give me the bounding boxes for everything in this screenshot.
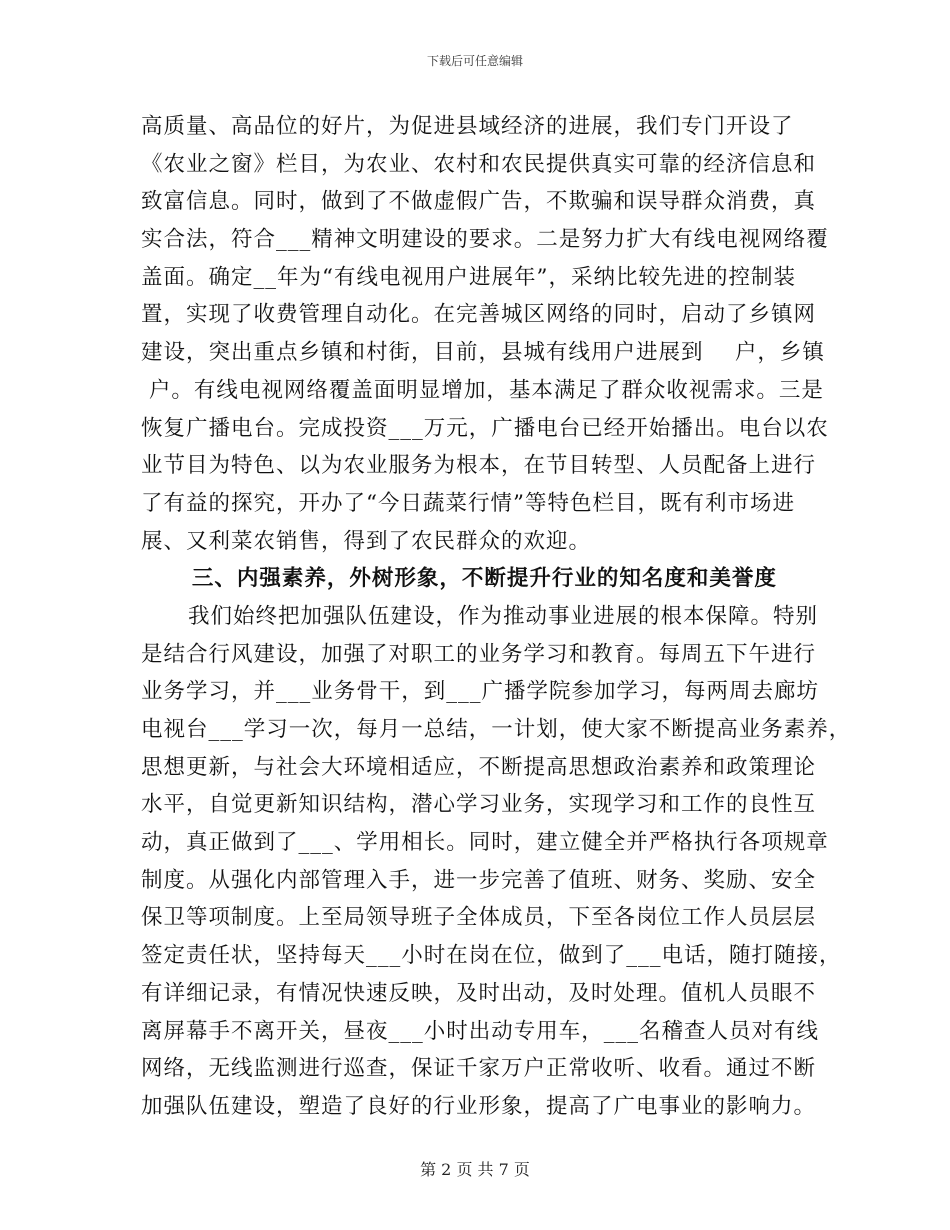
body-line: 我们始终把加强队伍建设，作为推动事业进展的根本保障。特别 bbox=[141, 603, 819, 629]
section-heading: 三、内强素养，外树形象，不断提升行业的知名度和美誉度 bbox=[141, 566, 777, 592]
page-header: 下载后可任意编辑 bbox=[426, 54, 523, 68]
body-line: 离屏幕手不离开关，昼夜___小时出动专用车，___名稽查人员对有线 bbox=[141, 1018, 820, 1044]
body-line: 保卫等项制度。上至局领导班子全体成员，下至各岗位工作人员层层 bbox=[141, 905, 817, 931]
body-line: 有详细记录，有情况快速反映，及时出动，及时处理。值机人员眼不 bbox=[141, 980, 817, 1006]
body-line: 动，真正做到了___、学用相长。同时，建立健全并严格执行各项规章 bbox=[141, 830, 829, 856]
document-body bbox=[141, 108, 852, 1126]
body-line: 展、又利菜农销售，得到了农民群众的欢迎。 bbox=[141, 528, 592, 554]
body-line: 《农业之窗》栏目，为农业、农村和农民提供真实可靠的经济信息和 bbox=[141, 151, 817, 177]
body-line: 加强队伍建设，塑造了良好的行业形象，提高了广电事业的影响力。 bbox=[141, 1093, 817, 1119]
body-line: 业务学习，并___业务骨干，到___广播学院参加学习，每两周去廊坊 bbox=[141, 679, 820, 705]
body-line: 签定责任状，坚持每天___小时在岗在位，做到了___电话，随打随接， bbox=[141, 943, 842, 969]
body-line: 思想更新，与社会大环境相适应，不断提高思想政治素养和政策理论 bbox=[141, 754, 817, 780]
body-line: 网络，无线监测进行巡查，保证千家万户正常收听、收看。通过不断 bbox=[141, 1056, 817, 1082]
body-line: 制度。从强化内部管理入手，进一步完善了值班、财务、奖励、安全 bbox=[141, 867, 817, 893]
body-line: 致富信息。同时，做到了不做虚假广告，不欺骗和误导群众消费，真 bbox=[141, 189, 817, 215]
body-line: 建设，突出重点乡镇和村街，目前，县城有线用户进展到 户，乡镇 bbox=[141, 340, 825, 366]
body-line: 盖面。确定__年为“有线电视用户进展年”，采纳比较先进的控制装 bbox=[141, 264, 796, 290]
body-line: 电视台___学习一次，每月一总结，一计划，使大家不断提高业务素养， bbox=[141, 717, 852, 742]
body-line: 实合法，符合___精神文明建设的要求。二是努力扩大有线电视网络覆 bbox=[141, 227, 829, 253]
body-line: 了有益的探究，开办了“今日蔬菜行情”等特色栏目，既有利市场进 bbox=[141, 490, 795, 516]
body-line: 业节目为特色、以为农业服务为根本，在节目转型、人员配备上进行 bbox=[141, 453, 817, 479]
page-footer: 第 2 页 共 7 页 bbox=[420, 1160, 530, 1179]
body-line: 恢复广播电台。完成投资___万元，广播电台已经开始播出。电台以农 bbox=[141, 415, 829, 441]
body-line: 高质量、高品位的好片，为促进县域经济的进展，我们专门开设了 bbox=[141, 114, 794, 139]
body-line: 是结合行风建设，加强了对职工的业务学习和教育。每周五下午进行 bbox=[141, 641, 817, 667]
body-line: 水平，自觉更新知识结构，潜心学习业务，实现学习和工作的良性互 bbox=[141, 792, 817, 818]
body-line: 户。有线电视网络覆盖面明显增加，基本满足了群众收视需求。三是 bbox=[141, 377, 824, 403]
body-line: 置，实现了收费管理自动化。在完善城区网络的同时，启动了乡镇网 bbox=[141, 302, 817, 328]
